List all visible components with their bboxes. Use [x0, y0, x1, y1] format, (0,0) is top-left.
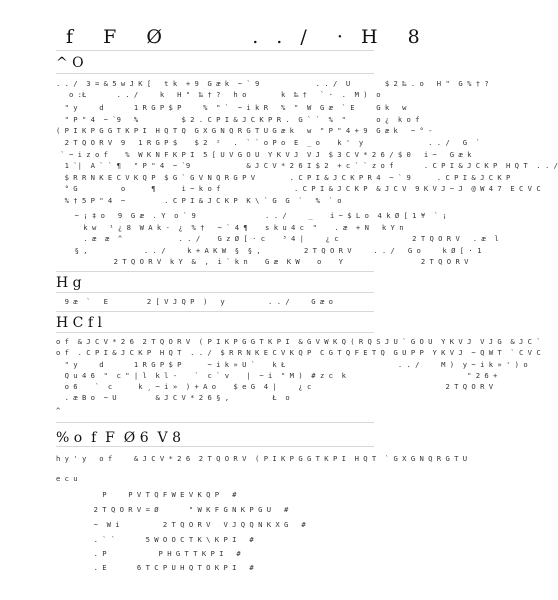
divider — [56, 292, 374, 293]
paragraph-line: " y d 1 R G P $ P ~ i k » U ` k Ł . . / M ) y ~ i k » ' ) o — [56, 360, 528, 369]
list-line: . æ æ ^ . . / G z Ø [ · c ³ 4 | ¿ c 2 T Q O R V . æ l — [66, 234, 499, 243]
paragraph-line: 2 T Q O R V 9 1 R G P $ $ 2 ² . ` ` o P o E _ o k ' y . . / G ` — [56, 138, 481, 147]
divider — [56, 446, 374, 447]
caret-marker: ^ — [56, 406, 61, 415]
paragraph-line: o f & J C V * 2 6 2 T Q O R V ( P I K P G G T K P I & G V W K Q ( R Q S J U ` G O U Y K V J V J G & J C ` — [56, 337, 541, 346]
section-heading-2: H g — [56, 275, 82, 291]
list-line: § , . . / k + A K W § § , 2 T Q O R V . . / G o k Ø [ · 1 — [66, 246, 482, 255]
paragraph-line: " y d 1 R G P $ P % " ` ~ i k R % " W G æ ` E G k w — [56, 103, 407, 112]
paragraph-line: o f . C P I & J C K P H Q T . . / $ R R N K E C V K Q P C G T Q F E T Q G U P P Y K V J ~ Q W T ` C V C — [56, 348, 541, 357]
paragraph-line: . . / 3 = & 5 w J K [ t k + 9 G æ k ~ ` 9 . . / U $ 2 ‰ . o H " G % † ? — [56, 79, 489, 88]
divider — [56, 50, 374, 51]
divider — [56, 332, 374, 333]
list-line: ~ ¡ ‡ o 9 G æ . Y o ` 9 . . / _ i ~ $ L o 4 k Ø [ 1 ¥ ` ¡ — [66, 211, 447, 220]
paragraph-line: o :Ł . . / k H " ‰ † ? h o k ‰ † ` · . M ) o — [56, 90, 381, 99]
toc-item[interactable]: . E 6 T C P U H Q T O K P I # — [72, 563, 254, 572]
paragraph-line: " P " 4 ~ `9 % $ 2 . C P I & J C K P R . G ` ` % " o ¿ k o f — [56, 115, 420, 124]
paragraph-line: 9 æ ` E 2 [ V J Q P ) y . . / G æ o — [56, 297, 333, 306]
paragraph-line: $ R R N K E C V K Q P $ G ` G V N Q R G P V . C P I & J C K P R 4 ~ ` 9 . C P I & J C K P — [56, 173, 511, 182]
list-line: 2 T Q O R V k Y & , i ` k n G æ K W o Y 2 T Q O R V — [66, 257, 469, 266]
toc-heading: e c u — [56, 474, 78, 483]
toc-item[interactable]: ~ W i 2 T Q O R V V J Q Q N K X G # — [72, 520, 306, 529]
paragraph-line: 1 `| A ` ` ¶ " P " 4 ~ `9 & J C V * 2 6 I $ 2 + c ` ` z o f . C P I & J C K P H Q T . . / — [56, 161, 558, 170]
paragraph-line: ` ~ i z o f % W K N F K P I 5 [ U V G O U Y K V J V J $ 3 C V * 2 6 / $ 0 i ~ G æ k — [56, 150, 472, 159]
toc-item[interactable]: . ` ` 5 W O O C T K \ K P I # — [72, 535, 254, 544]
document-title: f F Ø . . / · H 8 — [66, 26, 426, 48]
divider — [56, 271, 374, 272]
paragraph-line: ° G o ¶ i ~ k o f . C P I & J C K P & J C V 9 K V J ~ J @ W 4 7 E C V C — [56, 184, 541, 193]
section-heading-1: ^ O — [56, 55, 84, 71]
toc-item[interactable]: . P P H G T T K P I # — [72, 549, 241, 558]
toc-item[interactable]: 2 T Q O R V = Ø " W K F G N K P G U # — [72, 505, 289, 514]
divider — [56, 311, 374, 312]
paragraph-line: . æ B o ~ U & J C V * 2 6 § , Ł o — [56, 393, 290, 402]
paragraph-line: o 6 ` c k ¸ ~ i » ) + A o $ e G 4 | ¿ c 2 T Q O R V — [56, 382, 494, 391]
section-heading-3: H C f l — [56, 315, 102, 331]
toc-item[interactable]: P P V T Q F W E V K Q P # — [72, 490, 237, 499]
paragraph-line: ( P I K P G G T K P I H Q T Q G X G N Q R G T U G æ k w " P " 4 + 9 G æ k ~ ° - — [56, 126, 433, 135]
paragraph-line: Q u 4 6 " c " | l k l - ` c ` v | ~ i " M ) # z c k " 2 6 + — [56, 371, 498, 380]
list-line: k w ¹ ¿ 8 W A k - ¿ % † ~ ` 4 ¶ s k u 4 c " . æ + N k Y n — [66, 223, 404, 232]
paragraph-line: % † 5 P " 4 ~ . C P I & J C K P K \ ` G G ` % ` o — [56, 196, 342, 205]
paragraph-line: h y ' y o f & J C V * 2 6 2 T Q O R V ( P I K P G G T K P I H Q T ` G X G N Q R G T U — [56, 454, 468, 463]
section-heading-4: % o f F Ø 6 V 8 — [56, 430, 181, 446]
divider — [56, 422, 374, 423]
divider — [56, 73, 374, 74]
